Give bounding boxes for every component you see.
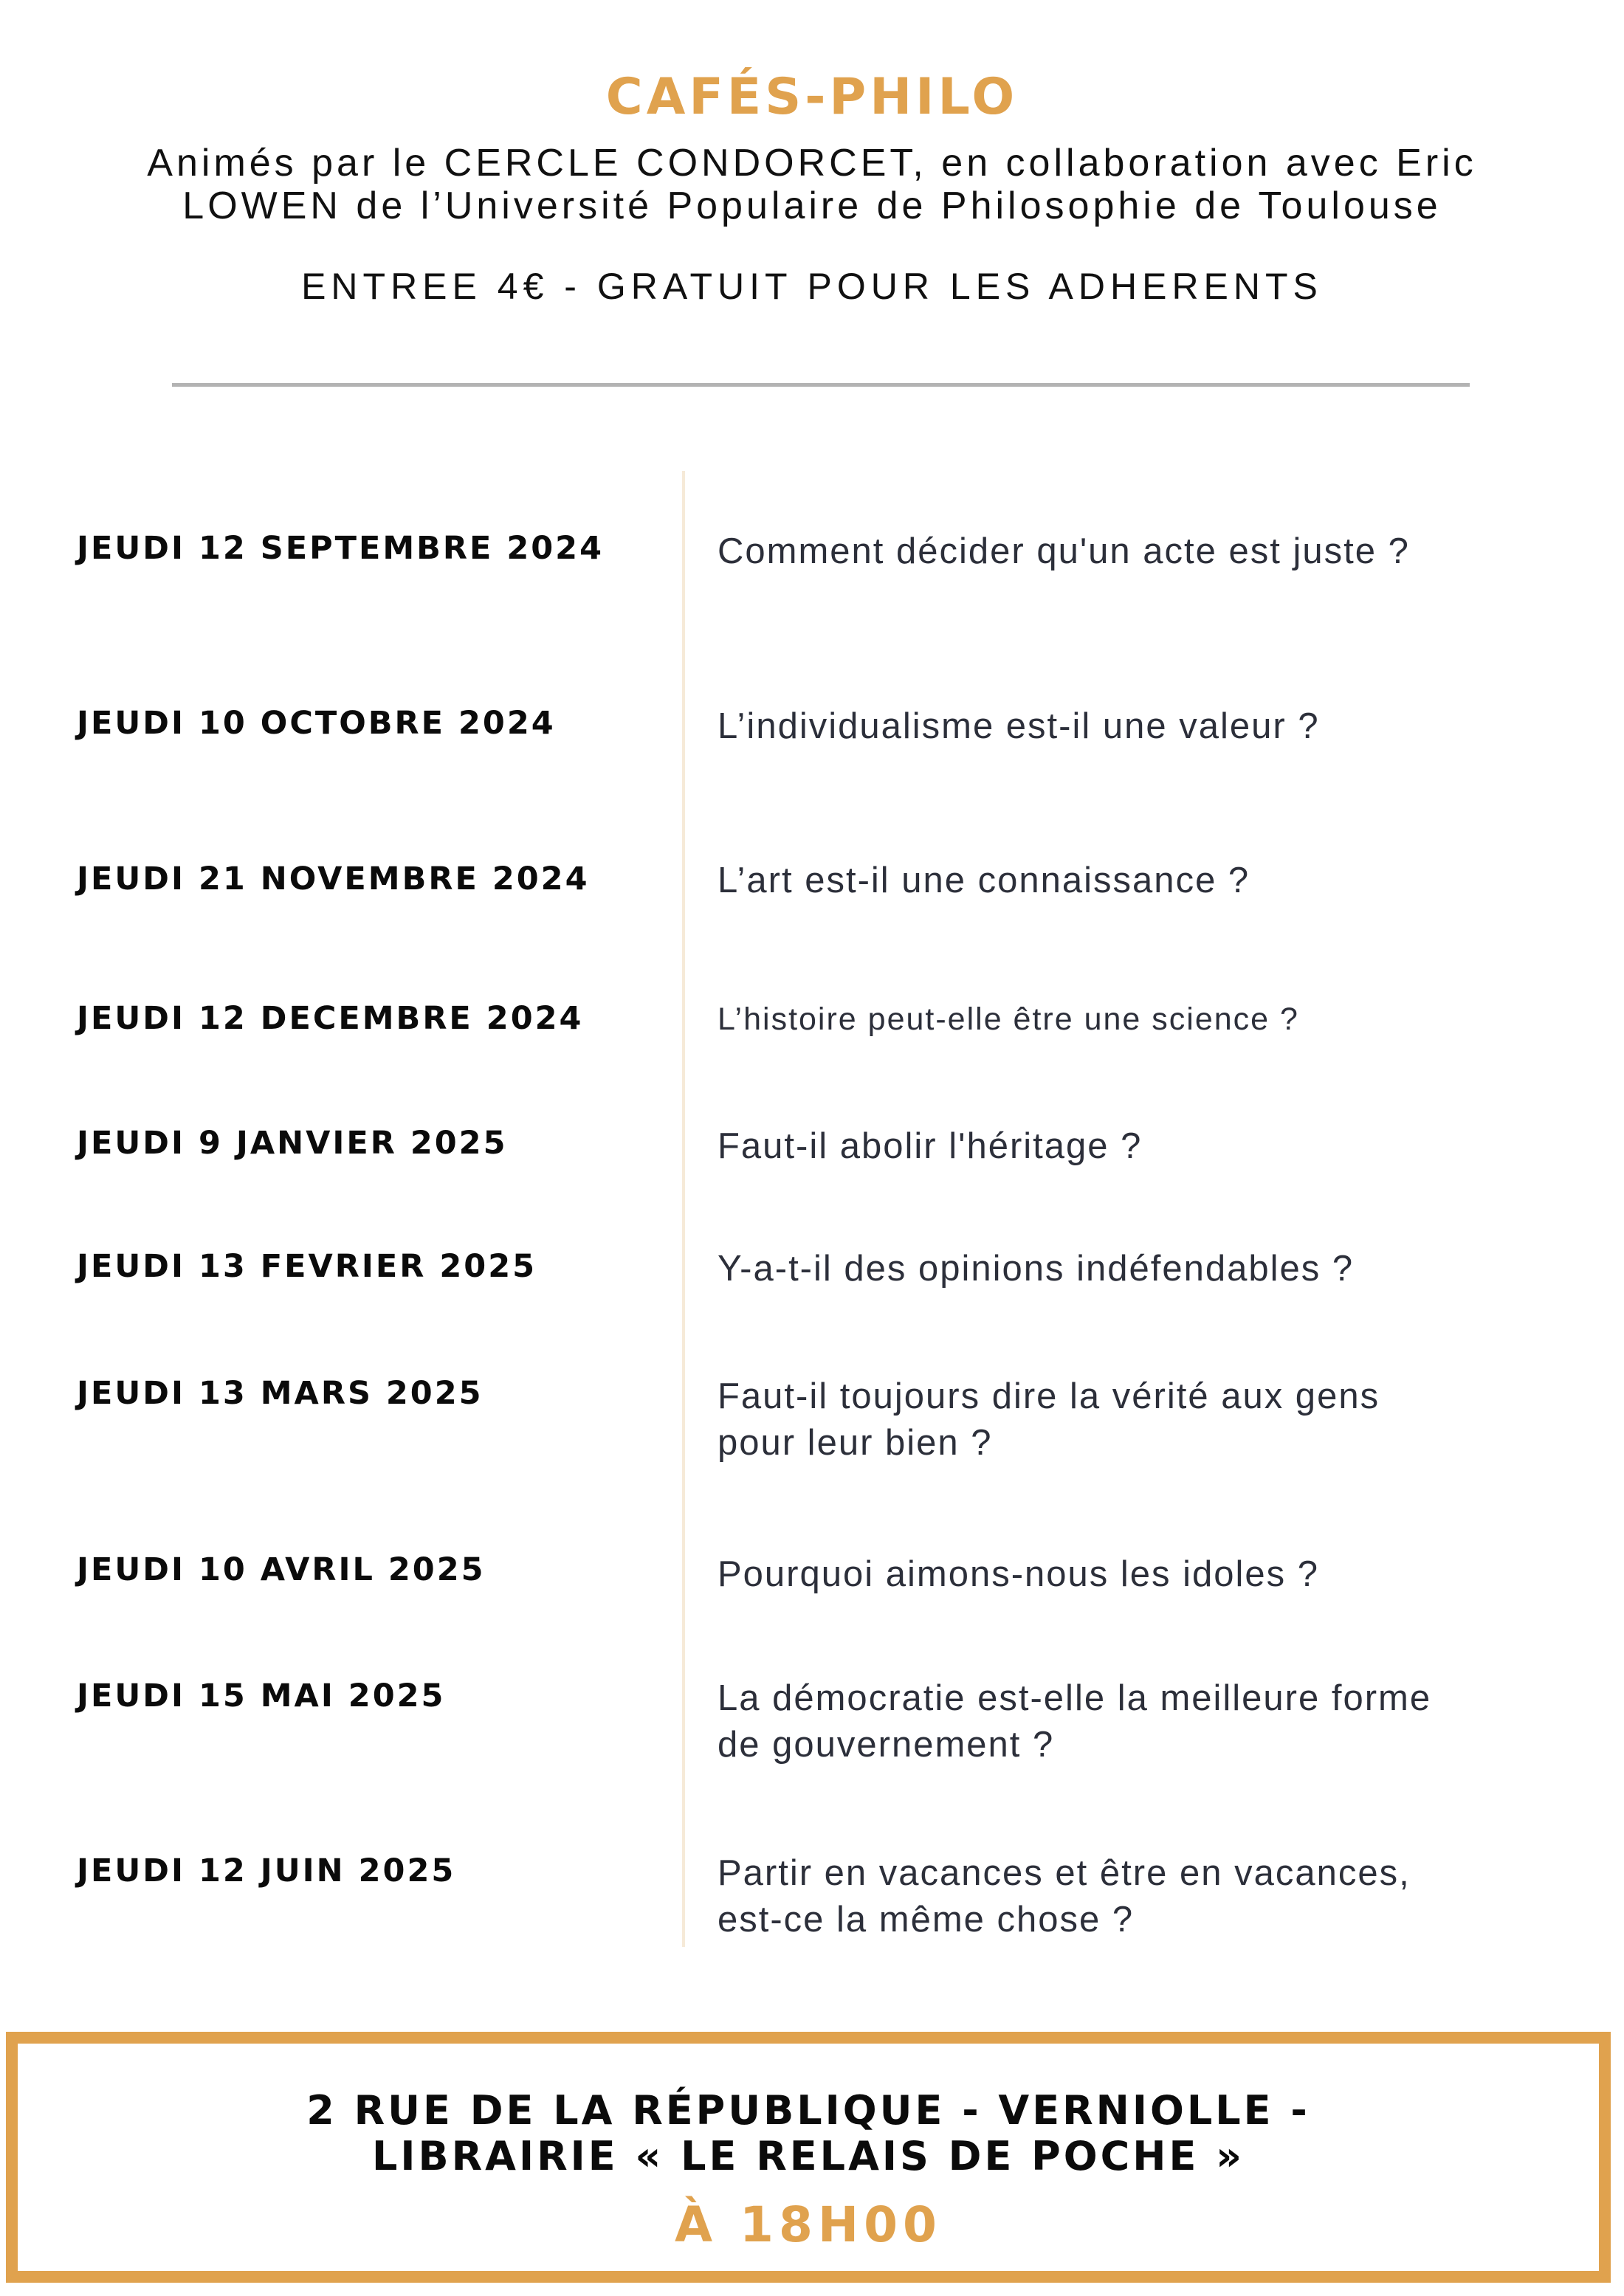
- organizer-subtitle: [66, 142, 1558, 227]
- topic-line: Faut-il abolir l'héritage ?: [718, 1126, 1143, 1166]
- event-time: À 18H00: [675, 2196, 942, 2253]
- subtitle-line-2: LOWEN de l’Université Populaire de Philosophie de Toulouse: [182, 185, 1442, 227]
- schedule-topic: [718, 1123, 1574, 1170]
- subtitle-line-1: Animés par le CERCLE CONDORCET, en collaboration avec Eric: [147, 142, 1477, 185]
- schedule-date: JEUDI 10 OCTOBRE 2024: [77, 705, 556, 742]
- schedule-topic: [718, 858, 1574, 904]
- topic-line: est-ce la même chose ?: [718, 1900, 1135, 1940]
- entry-price: ENTREE 4€ - GRATUIT POUR LES ADHERENTS: [301, 266, 1323, 307]
- venue-box: [6, 2032, 1611, 2283]
- schedule-date: JEUDI 9 JANVIER 2025: [77, 1125, 508, 1162]
- topic-line: Faut-il toujours dire la vérité aux gens: [718, 1376, 1380, 1416]
- address-line-2: LIBRAIRIE « LE RELAIS DE POCHE »: [371, 2133, 1245, 2179]
- schedule-topic: [718, 1551, 1574, 1598]
- venue-address: [18, 2088, 1599, 2179]
- topic-line: Partir en vacances et être en vacances,: [718, 1853, 1411, 1893]
- schedule-topic: [718, 1675, 1574, 1768]
- schedule-date: JEUDI 13 FEVRIER 2025: [77, 1248, 537, 1285]
- schedule-topic: [718, 1246, 1574, 1292]
- header-divider: [172, 383, 1470, 387]
- topic-line: de gouvernement ?: [718, 1725, 1055, 1765]
- schedule-date: JEUDI 10 AVRIL 2025: [77, 1551, 486, 1588]
- schedule-date: JEUDI 12 JUIN 2025: [77, 1852, 456, 1889]
- schedule-topic: [718, 1850, 1574, 1943]
- schedule-date: JEUDI 12 DECEMBRE 2024: [77, 1000, 584, 1037]
- topic-line: La démocratie est-elle la meilleure forme: [718, 1678, 1432, 1718]
- schedule-topic: [718, 1373, 1574, 1466]
- address-line-1: 2 RUE DE LA RÉPUBLIQUE - VERNIOLLE -: [306, 2087, 1310, 2134]
- topic-line: Pourquoi aimons-nous les idoles ?: [718, 1554, 1320, 1594]
- schedule-date: JEUDI 12 SEPTEMBRE 2024: [77, 530, 605, 567]
- schedule-topic: [718, 703, 1574, 750]
- schedule-date: JEUDI 15 MAI 2025: [77, 1678, 446, 1714]
- topic-line: L’histoire peut-elle être une science ?: [718, 1002, 1299, 1037]
- topic-line: Y-a-t-il des opinions indéfendables ?: [718, 1249, 1355, 1289]
- topic-line: L’individualisme est-il une valeur ?: [718, 706, 1320, 746]
- schedule-date: JEUDI 13 MARS 2025: [77, 1375, 484, 1412]
- schedule-divider: [682, 471, 685, 1947]
- schedule-date: JEUDI 21 NOVEMBRE 2024: [77, 861, 590, 897]
- topic-line: Comment décider qu'un acte est juste ?: [718, 531, 1410, 571]
- page-title: CAFÉS-PHILO: [605, 68, 1019, 126]
- topic-line: pour leur bien ?: [718, 1423, 993, 1463]
- topic-line: L’art est-il une connaissance ?: [718, 861, 1250, 900]
- schedule-topic: [718, 528, 1574, 575]
- schedule-topic: [718, 996, 1574, 1043]
